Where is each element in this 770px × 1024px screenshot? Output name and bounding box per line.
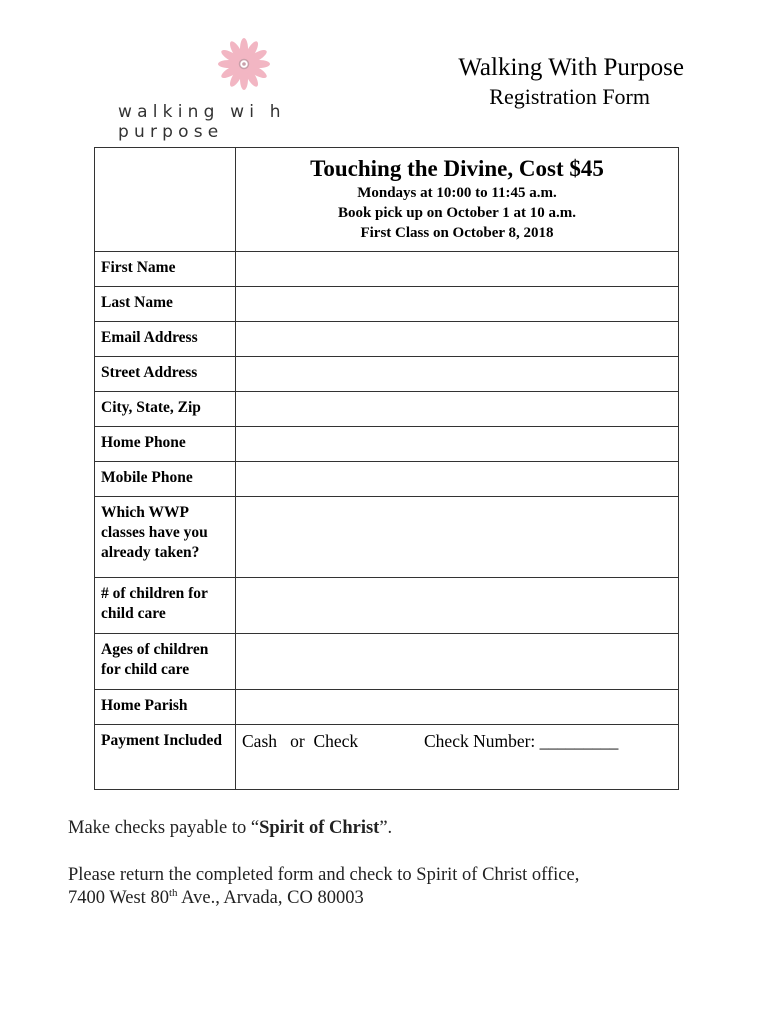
address-city: Ave., Arvada, CO 80003 [177,888,364,908]
logo [118,36,378,142]
return-address [68,888,364,909]
email-field[interactable] [236,322,679,357]
logo-text: walking wi h purpose [118,102,286,142]
mobile-phone-field[interactable] [236,462,679,497]
address-ordinal: th [168,886,178,899]
street-address-field[interactable] [236,357,679,392]
field-label-street-address: Street Address [95,357,236,392]
city-state-zip-field[interactable] [236,392,679,427]
field-label-first-name: First Name [95,252,236,287]
course-first-class: First Class on October 8, 2018 [360,225,554,241]
payable-note [68,818,392,839]
course-info [236,148,679,252]
wwp-classes-field[interactable] [236,497,679,578]
field-label-city-state-zip: City, State, Zip [95,392,236,427]
return-instructions: Please return the completed form and check to Spirit of Christ office, [68,865,580,885]
payable-prefix: Make checks payable to “ [68,818,260,838]
field-label-children-count: # of children for child care [95,578,236,634]
field-label-last-name: Last Name [95,287,236,322]
course-title: Touching the Divine, Cost $45 [310,156,604,181]
registration-form [94,147,679,790]
check-number-field[interactable]: Check Number: _________ [424,731,619,751]
payment-field[interactable] [236,725,679,790]
payable-name: Spirit of Christ [259,818,380,838]
payable-suffix: ”. [379,818,393,838]
home-phone-field[interactable] [236,427,679,462]
children-ages-field[interactable] [236,634,679,690]
field-label-home-phone: Home Phone [95,427,236,462]
flower-icon [216,36,272,92]
course-book-pickup: Book pick up on October 1 at 10 a.m. [337,205,577,221]
page-subtitle: Registration Form [489,84,650,109]
page-title: Walking With Purpose [458,54,684,81]
field-label-home-parish: Home Parish [95,690,236,725]
field-label-wwp-classes: Which WWP classes have you already taken? [95,497,236,578]
payment-options[interactable]: Cash or Check [242,731,359,751]
blank-header-cell [95,148,236,252]
home-parish-field[interactable] [236,690,679,725]
field-label-payment: Payment Included [95,725,236,790]
first-name-field[interactable] [236,252,679,287]
field-label-email: Email Address [95,322,236,357]
field-label-children-ages: Ages of children for child care [95,634,236,690]
children-count-field[interactable] [236,578,679,634]
address-street: 7400 West 80 [68,888,169,908]
last-name-field[interactable] [236,287,679,322]
field-label-mobile-phone: Mobile Phone [95,462,236,497]
course-schedule: Mondays at 10:00 to 11:45 a.m. [357,185,557,201]
